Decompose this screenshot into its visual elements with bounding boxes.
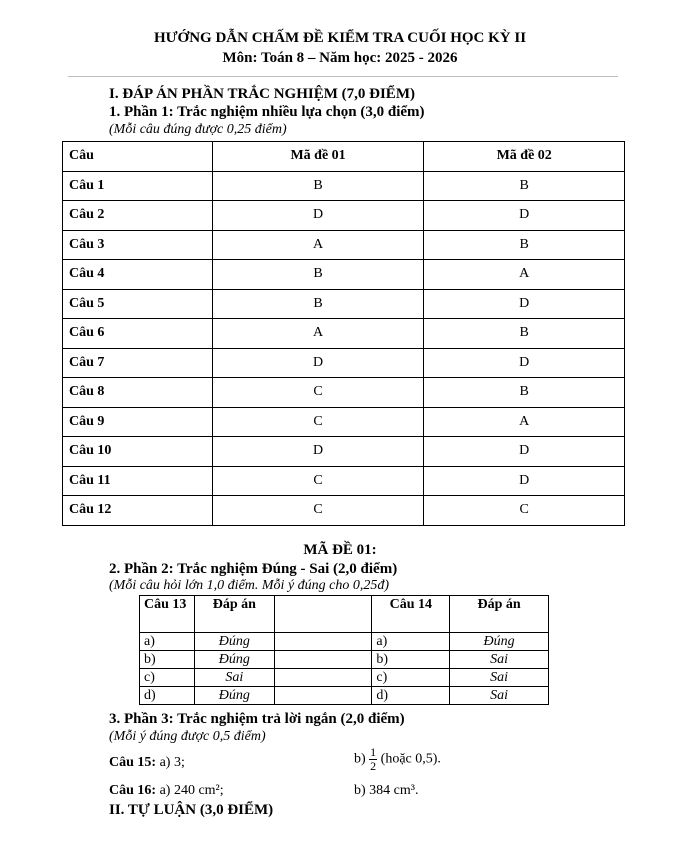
- answer-cell: C: [212, 378, 424, 408]
- question-label: Câu 1: [63, 171, 213, 201]
- answer-cell: C: [212, 496, 424, 526]
- question-16-part-b: b) 384 cm³.: [354, 783, 419, 798]
- answer-cell: Đúng: [194, 687, 274, 705]
- question-label: Câu 4: [63, 260, 213, 290]
- answer-cell: D: [212, 437, 424, 467]
- question-15-part-b: [354, 746, 441, 773]
- fraction-numerator: 1: [370, 745, 377, 759]
- table-row: [63, 348, 625, 378]
- question-16-part-a: [109, 783, 224, 799]
- answer-cell: D: [424, 201, 625, 231]
- column-header: Mã đề 02: [424, 142, 625, 172]
- answer-cell: B: [424, 378, 625, 408]
- answer-cell: D: [212, 348, 424, 378]
- answer-cell: C: [424, 496, 625, 526]
- question-label: Câu 3: [63, 230, 213, 260]
- part1-answer-table: [62, 141, 625, 526]
- table-row: [63, 437, 625, 467]
- answer-cell: A: [212, 230, 424, 260]
- column-header: Câu 14: [372, 596, 450, 633]
- answer-cell: Đúng: [194, 651, 274, 669]
- fraction-denominator: 2: [370, 759, 377, 773]
- item-label: b): [140, 651, 195, 669]
- section1-heading: I. ĐÁP ÁN PHẦN TRẮC NGHIỆM (7,0 ĐIỂM): [109, 86, 415, 102]
- document-title: HƯỚNG DẪN CHẤM ĐỀ KIỂM TRA CUỐI HỌC KỲ II: [153, 30, 527, 46]
- item-label: c): [372, 669, 450, 687]
- item-label: b): [372, 651, 450, 669]
- table-row: [63, 171, 625, 201]
- answer-cell: B: [212, 289, 424, 319]
- question-15-label: Câu 15:: [109, 755, 157, 770]
- part2-answer-table: [139, 595, 549, 705]
- table-row: [63, 407, 625, 437]
- question-label: Câu 7: [63, 348, 213, 378]
- divider: [68, 76, 618, 77]
- column-header: Câu: [63, 142, 213, 172]
- question-15-b-prefix: b): [354, 751, 370, 767]
- answer-cell: Sai: [450, 669, 549, 687]
- exam-code-label: MÃ ĐỀ 01:: [303, 542, 377, 558]
- table-row: [140, 633, 549, 651]
- question-15-b-suffix: (hoặc 0,5).: [377, 751, 441, 767]
- column-header: [274, 596, 372, 633]
- part1-heading: 1. Phần 1: Trắc nghiệm nhiều lựa chọn (3,0 điểm): [109, 104, 425, 120]
- spacer-cell: [274, 633, 372, 651]
- answer-cell: Đúng: [450, 633, 549, 651]
- table-header-row: [63, 142, 625, 172]
- spacer-cell: [274, 687, 372, 705]
- question-label: Câu 10: [63, 437, 213, 467]
- item-label: a): [140, 633, 195, 651]
- table-header-row: [140, 596, 549, 633]
- answer-cell: B: [424, 230, 625, 260]
- column-header: Câu 13: [140, 596, 195, 633]
- question-label: Câu 5: [63, 289, 213, 319]
- item-label: d): [372, 687, 450, 705]
- answer-cell: A: [212, 319, 424, 349]
- table-row: [63, 289, 625, 319]
- section2-heading: II. TỰ LUẬN (3,0 ĐIỂM): [109, 802, 274, 818]
- answer-cell: Sai: [194, 669, 274, 687]
- fraction-one-half: [369, 746, 377, 773]
- answer-cell: D: [424, 437, 625, 467]
- answer-cell: D: [212, 201, 424, 231]
- column-header: Đáp án: [450, 596, 549, 633]
- answer-cell: D: [424, 289, 625, 319]
- question-16-label: Câu 16:: [109, 783, 157, 798]
- question-label: Câu 6: [63, 319, 213, 349]
- answer-cell: C: [212, 407, 424, 437]
- table-row: [140, 669, 549, 687]
- part1-note: (Mỗi câu đúng được 0,25 điểm): [109, 122, 287, 137]
- table-row: [63, 378, 625, 408]
- answer-cell: B: [212, 260, 424, 290]
- table-row: [63, 319, 625, 349]
- table-row: [63, 466, 625, 496]
- table-row: [140, 687, 549, 705]
- question-label: Câu 11: [63, 466, 213, 496]
- document-subtitle: Môn: Toán 8 – Năm học: 2025 - 2026: [222, 50, 458, 66]
- table-row: [63, 496, 625, 526]
- column-header: Đáp án: [194, 596, 274, 633]
- column-header: Mã đề 01: [212, 142, 424, 172]
- item-label: a): [372, 633, 450, 651]
- answer-cell: Sai: [450, 687, 549, 705]
- question-label: Câu 12: [63, 496, 213, 526]
- answer-cell: B: [212, 171, 424, 201]
- question-15-part-a: [109, 755, 185, 771]
- table-row: [63, 260, 625, 290]
- part2-heading: 2. Phần 2: Trắc nghiệm Đúng - Sai (2,0 điểm): [109, 561, 398, 577]
- item-label: d): [140, 687, 195, 705]
- part3-note: (Mỗi ý đúng được 0,5 điểm): [109, 729, 266, 744]
- question-16-a-answer: a) 240 cm²;: [156, 783, 224, 798]
- answer-cell: A: [424, 260, 625, 290]
- answer-cell: B: [424, 319, 625, 349]
- answer-cell: Sai: [450, 651, 549, 669]
- table-row: [140, 651, 549, 669]
- spacer-cell: [274, 651, 372, 669]
- spacer-cell: [274, 669, 372, 687]
- question-label: Câu 8: [63, 378, 213, 408]
- part2-note: (Mỗi câu hỏi lớn 1,0 điểm. Mỗi ý đúng cho 0,25đ): [109, 578, 390, 593]
- question-15-a-answer: a) 3;: [156, 755, 185, 770]
- answer-cell: D: [424, 466, 625, 496]
- question-label: Câu 2: [63, 201, 213, 231]
- table-row: [63, 201, 625, 231]
- answer-cell: Đúng: [194, 633, 274, 651]
- answer-cell: A: [424, 407, 625, 437]
- answer-cell: D: [424, 348, 625, 378]
- answer-cell: B: [424, 171, 625, 201]
- table-row: [63, 230, 625, 260]
- item-label: c): [140, 669, 195, 687]
- question-label: Câu 9: [63, 407, 213, 437]
- answer-cell: C: [212, 466, 424, 496]
- part3-heading: 3. Phần 3: Trắc nghiệm trả lời ngắn (2,0 điểm): [109, 711, 405, 727]
